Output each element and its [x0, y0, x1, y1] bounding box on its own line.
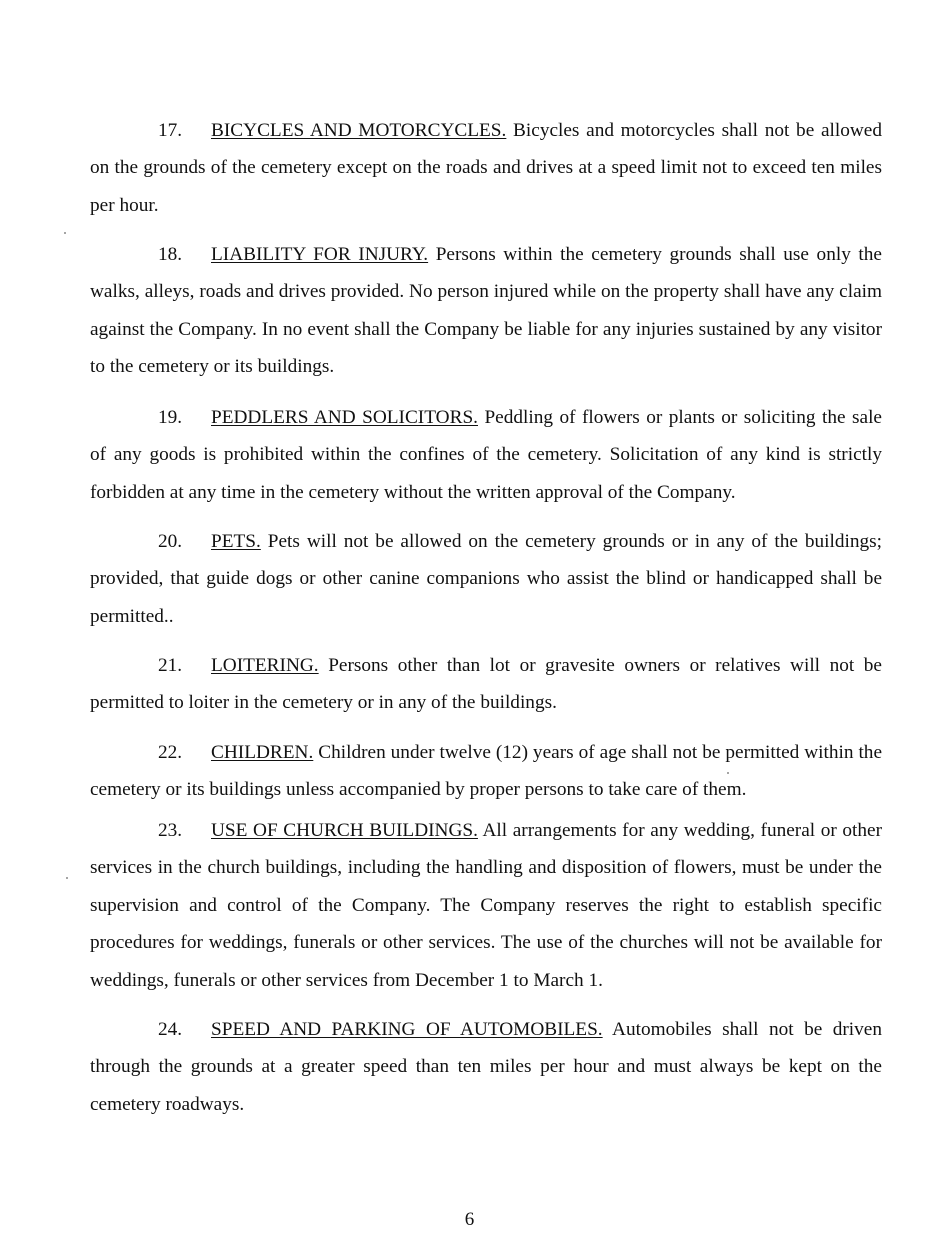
- section-number: 18.: [158, 244, 183, 265]
- page-number: 6: [464, 1209, 475, 1230]
- section-body: Persons other than lot or gravesite owners or relatives will not be permitted to loiter in the cemetery or in any of the buildings.: [90, 655, 882, 714]
- section-body: Children under twelve (12) years of age shall not be permitted within the cemetery or its buildings unless accompanied by proper persons to take care of them.: [90, 742, 882, 801]
- scan-speck: [727, 772, 729, 774]
- section-heading: LIABILITY FOR INJURY.: [211, 244, 429, 265]
- section-number: 20.: [158, 531, 183, 552]
- section-heading: USE OF CHURCH BUILDINGS.: [211, 820, 478, 841]
- section-18: [90, 236, 882, 386]
- section-heading: PEDDLERS AND SOLICITORS.: [211, 407, 478, 428]
- section-19: [90, 399, 882, 511]
- section-body: Peddling of flowers or plants or soliciting the sale of any goods is prohibited within the confines of the cemetery. Solicitation of any kind is strictly forbidden at any time in the cemetery without the written approval of the Company.: [90, 407, 882, 503]
- section-number: 21.: [158, 655, 183, 676]
- section-number: 17.: [158, 120, 183, 141]
- section-23: [90, 812, 882, 999]
- section-heading: CHILDREN.: [211, 742, 314, 763]
- section-number: 24.: [158, 1019, 183, 1040]
- section-22: [90, 734, 882, 809]
- section-number: 22.: [158, 742, 183, 763]
- section-24: [90, 1011, 882, 1123]
- section-body: Bicycles and motorcycles shall not be allowed on the grounds of the cemetery except on the roads and drives at a speed limit not to exceed ten miles per hour.: [90, 120, 882, 216]
- scan-speck: [66, 877, 68, 879]
- section-21: [90, 647, 882, 722]
- section-20: [90, 523, 882, 635]
- section-body: Automobiles shall not be driven through the grounds at a greater speed than ten miles per hour and must always be kept on the cemetery roadways.: [90, 1019, 882, 1115]
- section-number: 19.: [158, 407, 183, 428]
- scan-speck: [64, 232, 66, 234]
- section-heading: BICYCLES AND MOTORCYCLES.: [211, 120, 507, 141]
- section-heading: PETS.: [211, 531, 261, 552]
- section-body: Pets will not be allowed on the cemetery grounds or in any of the buildings; provided, that guide dogs or other canine companions who assist the blind or handicapped shall be permitted..: [90, 531, 882, 627]
- section-17: [90, 112, 882, 224]
- section-body: Persons within the cemetery grounds shall use only the walks, alleys, roads and drives provided. No person injured while on the property shall have any claim against the Company. In no event shall the Company be liable for any injuries sustained by any visitor to the cemetery or its buildings.: [90, 244, 882, 378]
- section-heading: LOITERING.: [211, 655, 319, 676]
- section-heading: SPEED AND PARKING OF AUTOMOBILES.: [211, 1019, 603, 1040]
- section-body: All arrangements for any wedding, funeral or other services in the church buildings, including the handling and disposition of flowers, must be under the supervision and control of the Company. The Company reserves the right to establish specific procedures for weddings, funerals or other services. The use of the churches will not be available for weddings, funerals or other services from December 1 to March 1.: [90, 820, 882, 991]
- section-number: 23.: [158, 820, 183, 841]
